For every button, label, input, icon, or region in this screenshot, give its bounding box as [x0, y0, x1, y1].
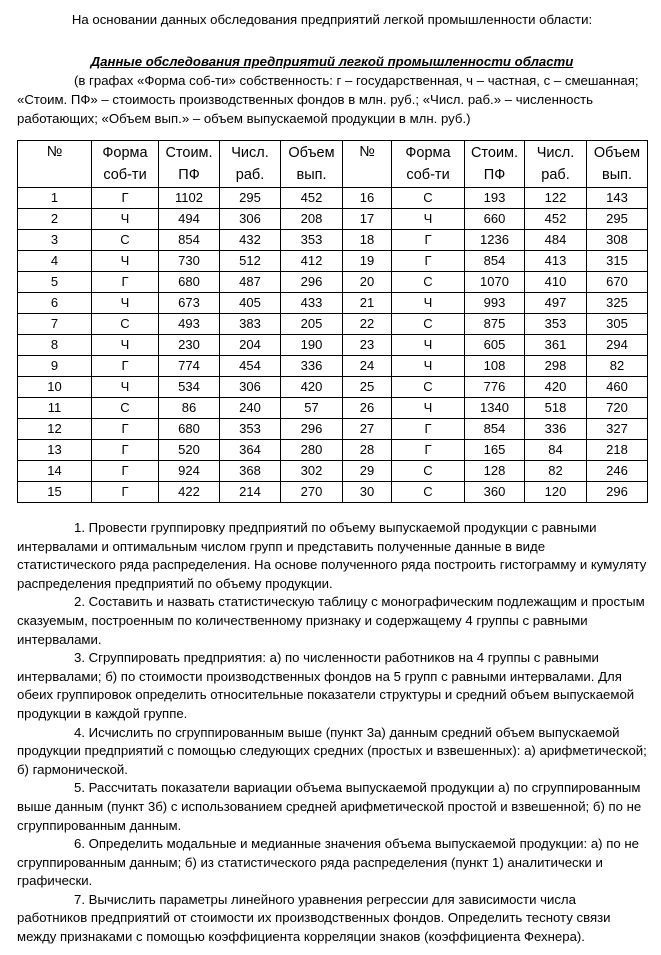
table-cell: 11	[18, 398, 92, 419]
table-cell: 25	[343, 377, 392, 398]
table-row	[18, 377, 648, 398]
table-cell: 296	[281, 419, 343, 440]
table-cell: 10	[18, 377, 92, 398]
table-cell: С	[392, 461, 465, 482]
table-cell: 270	[281, 482, 343, 503]
table-cell: С	[392, 314, 465, 335]
table-cell: Г	[92, 461, 159, 482]
table-cell: 484	[525, 230, 587, 251]
table-cell: 8	[18, 335, 92, 356]
table-cell: 774	[159, 356, 220, 377]
table-cell: 57	[281, 398, 343, 419]
table-cell: 246	[587, 461, 648, 482]
table-cell: Ч	[92, 377, 159, 398]
table-cell: 2	[18, 209, 92, 230]
table-cell: 27	[343, 419, 392, 440]
table-row	[18, 440, 648, 461]
table-cell: 298	[525, 356, 587, 377]
table-cell: 1070	[465, 272, 525, 293]
table-cell: 497	[525, 293, 587, 314]
table-cell: 4	[18, 251, 92, 272]
table-row	[18, 230, 648, 251]
table-cell: Ч	[392, 209, 465, 230]
table-cell: 208	[281, 209, 343, 230]
header-form: Форма соб-ти	[392, 141, 465, 188]
table-cell: 3	[18, 230, 92, 251]
table-cell: 325	[587, 293, 648, 314]
table-cell: 420	[525, 377, 587, 398]
table-cell: 165	[465, 440, 525, 461]
table-cell: 6	[18, 293, 92, 314]
table-cell: 302	[281, 461, 343, 482]
table-cell: 518	[525, 398, 587, 419]
task-item: 6. Определить модальные и медианные значения объема выпускаемой продукции: а) по не сгруппированным данным; б) из статистического ряда распределения (пункт 1) аналитически и графически.	[17, 836, 639, 889]
table-cell: 23	[343, 335, 392, 356]
legend-line-2: «Стоим. ПФ» – стоимость производственных фондов в млн. руб.; «Числ. раб.» – численность	[17, 92, 593, 107]
table-cell: 28	[343, 440, 392, 461]
table-cell: 487	[220, 272, 281, 293]
table-cell: 383	[220, 314, 281, 335]
table-cell: 353	[281, 230, 343, 251]
table-cell: Г	[92, 482, 159, 503]
table-cell: С	[92, 398, 159, 419]
table-cell: Ч	[92, 293, 159, 314]
table-cell: 82	[525, 461, 587, 482]
table-row	[18, 482, 648, 503]
table-cell: 30	[343, 482, 392, 503]
table-cell: 5	[18, 272, 92, 293]
header-employees: Числ. раб.	[525, 141, 587, 188]
table-cell: 26	[343, 398, 392, 419]
table-cell: С	[392, 482, 465, 503]
table-cell: 353	[525, 314, 587, 335]
table-cell: 315	[587, 251, 648, 272]
table-cell: 190	[281, 335, 343, 356]
data-table	[17, 140, 648, 503]
table-row	[18, 356, 648, 377]
header-employees: Числ. раб.	[220, 141, 281, 188]
table-cell: 412	[281, 251, 343, 272]
table-cell: 730	[159, 251, 220, 272]
table-cell: 122	[525, 188, 587, 209]
table-row	[18, 398, 648, 419]
table-cell: 108	[465, 356, 525, 377]
table-cell: 1340	[465, 398, 525, 419]
table-cell: С	[392, 188, 465, 209]
table-cell: Ч	[92, 335, 159, 356]
table-row	[18, 251, 648, 272]
table-cell: 204	[220, 335, 281, 356]
table-cell: 1	[18, 188, 92, 209]
table-cell: 294	[587, 335, 648, 356]
table-cell: С	[392, 272, 465, 293]
table-cell: 18	[343, 230, 392, 251]
table-cell: Ч	[392, 398, 465, 419]
table-cell: Ч	[92, 251, 159, 272]
table-cell: Г	[392, 230, 465, 251]
table-row	[18, 188, 648, 209]
table-cell: 993	[465, 293, 525, 314]
table-cell: 230	[159, 335, 220, 356]
table-cell: 82	[587, 356, 648, 377]
task-item: 2. Составить и назвать статистическую таблицу с монографическим подлежащим и простым сказуемым, построенным по количественному признаку и содержащему 4 группы с равными интервалами.	[17, 594, 645, 647]
header-num: №	[343, 141, 392, 188]
table-cell: 240	[220, 398, 281, 419]
table-cell: 420	[281, 377, 343, 398]
table-cell: 295	[587, 209, 648, 230]
table-cell: 24	[343, 356, 392, 377]
table-row	[18, 461, 648, 482]
table-cell: Г	[92, 419, 159, 440]
table-cell: 854	[159, 230, 220, 251]
table-cell: 452	[281, 188, 343, 209]
table-cell: Ч	[92, 209, 159, 230]
table-cell: Ч	[392, 356, 465, 377]
table-cell: 452	[525, 209, 587, 230]
legend-line-1: (в графах «Форма соб-ти» собственность: г – государственная, ч – частная, с – смешанная;	[74, 73, 639, 88]
table-cell: 720	[587, 398, 648, 419]
table-row	[18, 335, 648, 356]
task-item: 5. Рассчитать показатели вариации объема выпускаемой продукции а) по сгруппированным выше данным (пункт 3б) с использованием средней арифметической простой и взвешенной; б) по не сгруппированным данным.	[17, 780, 642, 833]
table-cell: 306	[220, 377, 281, 398]
table-cell: 21	[343, 293, 392, 314]
task-list	[17, 519, 647, 947]
table-cell: 16	[343, 188, 392, 209]
table-cell: 605	[465, 335, 525, 356]
table-title: Данные обследования предприятий легкой промышленности области	[90, 54, 574, 69]
table-cell: Ч	[392, 293, 465, 314]
table-cell: 353	[220, 419, 281, 440]
table-cell: 295	[220, 188, 281, 209]
table-cell: 875	[465, 314, 525, 335]
table-cell: 432	[220, 230, 281, 251]
header-cost: Стоим. ПФ	[465, 141, 525, 188]
header-form: Форма соб-ти	[92, 141, 159, 188]
task-item: 4. Исчислить по сгруппированным выше (пункт 3а) данным средний объем выпускаемой продукции предприятий с помощью следующих средних (простых и взвешенных): а) арифметической; б) гармонической.	[17, 724, 647, 777]
table-cell: Г	[92, 188, 159, 209]
table-cell: 1102	[159, 188, 220, 209]
table-cell: Ч	[392, 335, 465, 356]
table-cell: 422	[159, 482, 220, 503]
table-cell: 1236	[465, 230, 525, 251]
table-cell: 86	[159, 398, 220, 419]
table-row	[18, 209, 648, 230]
table-cell: 193	[465, 188, 525, 209]
table-cell: 19	[343, 251, 392, 272]
table-row	[18, 314, 648, 335]
table-cell: Г	[92, 440, 159, 461]
table-cell: 673	[159, 293, 220, 314]
intro-text: На основании данных обследования предприятий легкой промышленности области:	[71, 12, 593, 27]
table-cell: Г	[92, 272, 159, 293]
table-cell: 368	[220, 461, 281, 482]
table-cell: 308	[587, 230, 648, 251]
header-cost: Стоим. ПФ	[159, 141, 220, 188]
table-cell: 364	[220, 440, 281, 461]
table-cell: 680	[159, 272, 220, 293]
table-cell: 22	[343, 314, 392, 335]
table-cell: 15	[18, 482, 92, 503]
table-cell: 680	[159, 419, 220, 440]
task-item: 1. Провести группировку предприятий по объему выпускаемой продукции с равными интервалами и оптимальным числом групп и представить полученные данные в виде статистического ряда распределения. На основе полученного ряда построить гистограмму и кумуляту распределения предприятий по объему продукции.	[17, 520, 647, 591]
table-cell: Г	[392, 251, 465, 272]
table-cell: Г	[392, 419, 465, 440]
table-cell: 12	[18, 419, 92, 440]
table-cell: 296	[281, 272, 343, 293]
table-cell: 520	[159, 440, 220, 461]
table-cell: 84	[525, 440, 587, 461]
table-cell: 776	[465, 377, 525, 398]
table-cell: 433	[281, 293, 343, 314]
table-cell: 120	[525, 482, 587, 503]
table-cell: 13	[18, 440, 92, 461]
table-cell: 670	[587, 272, 648, 293]
table-cell: 660	[465, 209, 525, 230]
table-cell: 413	[525, 251, 587, 272]
table-cell: 205	[281, 314, 343, 335]
table-cell: С	[92, 314, 159, 335]
table-row	[18, 272, 648, 293]
table-cell: 143	[587, 188, 648, 209]
table-cell: 336	[525, 419, 587, 440]
table-cell: С	[392, 377, 465, 398]
table-cell: 360	[465, 482, 525, 503]
task-item: 7. Вычислить параметры линейного уравнения регрессии для зависимости числа работников предприятий от стоимости их производственных фондов. Определить тесноту связи между признаками с помощью коэффициента корреляции знаков (коэффициента Фехнера).	[17, 891, 611, 945]
table-cell: 280	[281, 440, 343, 461]
table-cell: 854	[465, 419, 525, 440]
header-volume: Объем вып.	[281, 141, 343, 188]
table-cell: 218	[587, 440, 648, 461]
table-cell: 454	[220, 356, 281, 377]
table-cell: 305	[587, 314, 648, 335]
table-header-row	[18, 141, 648, 188]
table-cell: 296	[587, 482, 648, 503]
table-cell: Г	[392, 440, 465, 461]
table-cell: 924	[159, 461, 220, 482]
table-cell: 20	[343, 272, 392, 293]
table-cell: 29	[343, 461, 392, 482]
table-cell: 854	[465, 251, 525, 272]
table-cell: 128	[465, 461, 525, 482]
header-volume: Объем вып.	[587, 141, 648, 188]
table-cell: 214	[220, 482, 281, 503]
table-cell: 7	[18, 314, 92, 335]
task-item: 3. Сгруппировать предприятия: а) по численности работников на 4 группы с равными интервалами; б) по стоимости производственных фондов на 5 групп с равными интервалами. Для обеих группировок определить относительные показатели структуры и средний объем выпускаемой продукции в каждой группе.	[17, 650, 635, 721]
table-cell: 17	[343, 209, 392, 230]
table-cell: 14	[18, 461, 92, 482]
table-cell: 306	[220, 209, 281, 230]
table-cell: 460	[587, 377, 648, 398]
table-cell: Г	[92, 356, 159, 377]
header-num: №	[18, 141, 92, 188]
table-row	[18, 293, 648, 314]
table-row	[18, 419, 648, 440]
table-cell: 512	[220, 251, 281, 272]
table-cell: 9	[18, 356, 92, 377]
legend-line-3: работающих; «Объем вып.» – объем выпускаемой продукции в млн. руб.)	[17, 111, 471, 126]
table-cell: 405	[220, 293, 281, 314]
table-cell: 327	[587, 419, 648, 440]
table-cell: 336	[281, 356, 343, 377]
table-cell: 494	[159, 209, 220, 230]
table-cell: С	[92, 230, 159, 251]
table-cell: 361	[525, 335, 587, 356]
table-cell: 534	[159, 377, 220, 398]
table-cell: 493	[159, 314, 220, 335]
table-cell: 410	[525, 272, 587, 293]
